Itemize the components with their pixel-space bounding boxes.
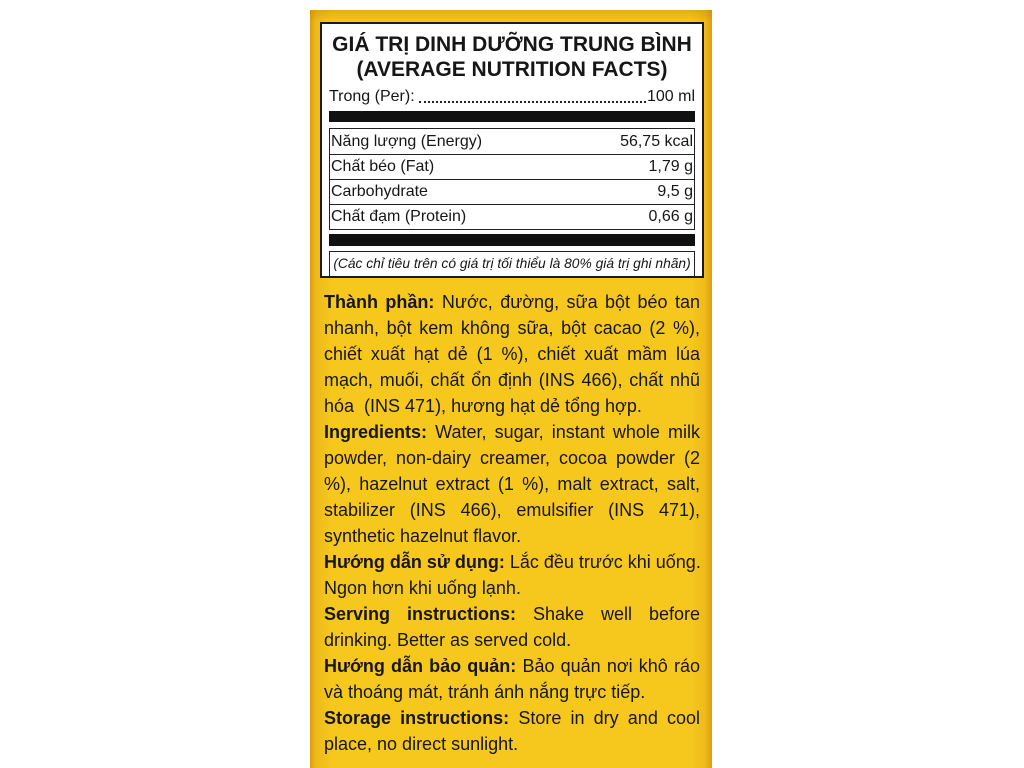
- text-line: hóa (INS 471), hương hạt dẻ tổng hợp.: [324, 396, 642, 416]
- section-label: Ingredients:: [324, 422, 428, 442]
- serving-en-section: [324, 601, 700, 653]
- nutrition-title-en: (AVERAGE NUTRITION FACTS): [356, 58, 668, 81]
- nutrient-name: Năng lượng (Energy): [331, 132, 483, 150]
- storage-en-section: [324, 705, 700, 757]
- label-panel: [310, 10, 712, 768]
- nutrient-name: Carbohydrate: [331, 183, 428, 200]
- section-label: Hướng dẫn bảo quản:: [324, 656, 517, 676]
- text-line: mạch, muối, chất ổn định (INS 466), chất nhũ: [324, 370, 700, 390]
- nutrient-name: Chất đạm (Protein): [331, 208, 467, 225]
- ingredients-vi-section: [324, 289, 700, 419]
- nutrient-row: [330, 204, 694, 229]
- section-label: Thành phần:: [324, 292, 435, 312]
- text-line: stabilizer (INS 466), emulsifier (INS 471),: [324, 500, 700, 520]
- serving-size-value: 100 ml: [646, 88, 695, 105]
- nutrient-row: [330, 154, 694, 179]
- text-line: synthetic hazelnut flavor.: [324, 526, 522, 546]
- nutrient-row: [330, 179, 694, 204]
- text-line: [324, 289, 700, 315]
- nutrition-title-vi: GIÁ TRỊ DINH DƯỠNG TRUNG BÌNH: [332, 33, 692, 56]
- label-text-block: [324, 289, 700, 757]
- text-line: powder, non-dairy creamer, cocoa powder (2: [324, 448, 700, 468]
- text-line: [324, 549, 700, 575]
- text-line: và thoáng mát, tránh ánh nắng trực tiếp.: [324, 682, 646, 702]
- text-line: [324, 601, 700, 627]
- nutrient-value: 9,5 g: [657, 183, 693, 200]
- text-line: [324, 653, 700, 679]
- nutrient-value: 1,79 g: [648, 158, 693, 175]
- divider-bar-top: [329, 111, 695, 122]
- nutrition-footnote: (Các chỉ tiêu trên có giá trị tối thiểu là 80% giá trị ghi nhãn): [329, 251, 695, 276]
- text-line: drinking. Better as served cold.: [324, 630, 572, 650]
- section-text: Water, sugar, instant whole milk: [435, 422, 700, 442]
- nutrition-facts-box: [320, 22, 704, 278]
- text-line: [324, 419, 700, 445]
- dot-leader: [419, 101, 646, 103]
- text-line: nhanh, bột kem không sữa, bột cacao (2 %),: [324, 318, 700, 338]
- serving-size-row: [329, 87, 695, 107]
- text-line: Ngon hơn khi uống lạnh.: [324, 578, 521, 598]
- text-line: [324, 705, 700, 731]
- section-text: Bảo quản nơi khô ráo: [522, 656, 700, 676]
- storage-vi-section: [324, 653, 700, 705]
- text-line: place, no direct sunlight.: [324, 734, 519, 754]
- section-label: Serving instructions:: [324, 604, 516, 624]
- nutrient-value: 56,75 kcal: [620, 132, 693, 150]
- section-text: Shake well before: [532, 604, 700, 624]
- section-label: Storage instructions:: [324, 708, 510, 728]
- divider-bar-bottom: [329, 234, 695, 246]
- usage-vi-section: [324, 549, 700, 601]
- serving-size-label: Trong (Per):: [329, 88, 415, 105]
- nutrient-name: Chất béo (Fat): [331, 158, 435, 175]
- ingredients-en-section: [324, 419, 700, 549]
- nutrient-row: [330, 129, 694, 154]
- text-line: chiết xuất hạt dẻ (1 %), chiết xuất mầm lúa: [324, 344, 700, 364]
- nutrient-value: 0,66 g: [648, 208, 693, 225]
- section-text: Nước, đường, sữa bột béo tan: [441, 292, 700, 312]
- text-line: %), hazelnut extract (1 %), malt extract, salt,: [324, 474, 700, 494]
- section-text: Store in dry and cool: [518, 708, 700, 728]
- section-text: Lắc đều trước khi uống.: [509, 552, 701, 572]
- section-label: Hướng dẫn sử dụng:: [324, 552, 505, 572]
- nutrient-table: [329, 128, 695, 230]
